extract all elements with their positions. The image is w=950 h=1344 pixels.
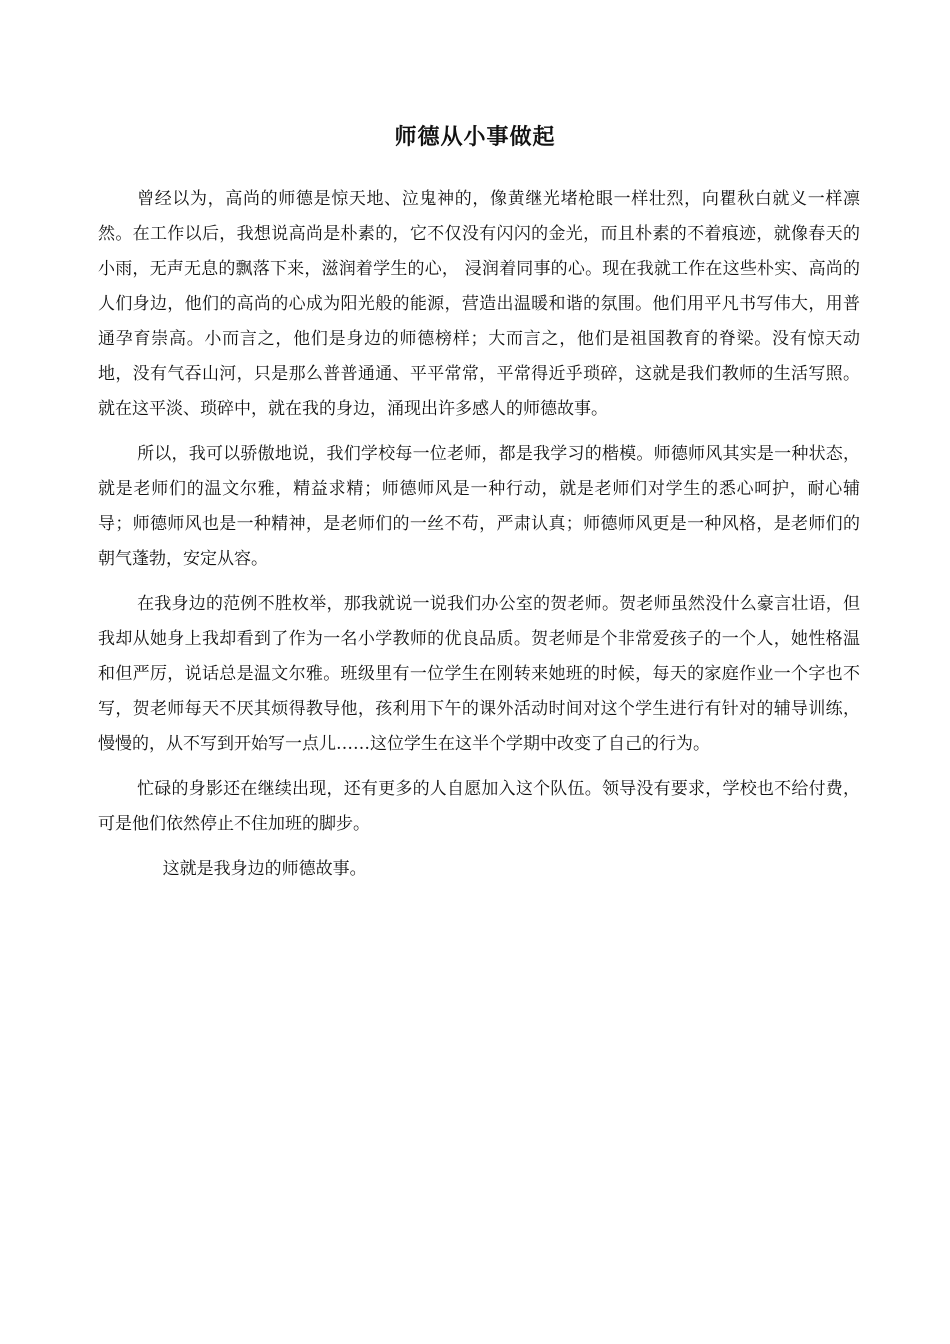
document-title: 师德从小事做起 [394, 125, 556, 150]
paragraph-4: 忙碌的身影还在继续出现，还有更多的人自愿加入这个队伍。领导没有要求，学校也不给付费，可是他们依然停止不住加班的脚步。 [98, 779, 860, 834]
paragraph-1: 曾经以为，高尚的师德是惊天地、泣鬼神的，像黄继光堵枪眼一样壮烈，向瞿秋白就义一样凛然。在工作以后，我想说高尚是朴素的，它不仅没有闪闪的金光，而且朴素的不着痕迹，就像春天的小雨，无声无息的飘落下来，滋润着学生的心， 浸润着同事的心。现在我就工作在这些朴实、高尚的人们身边，他们的高尚的心成为阳光般的能源，营造出温暖和谐的氛围。他们用平凡书写伟大，用普通孕育崇高。小而言之，他们是身边的师德榜样；大而言之，他们是祖国教育的脊梁。没有惊天动地，没有气吞山河，只是那么普普通通、平平常常，平常得近乎琐碎，这就是我们教师的生活写照。就在这平淡、琐碎中，就在我的身边，涌现出许多感人的师德故事。 [98, 189, 860, 419]
closing-line: 这就是我身边的师德故事。 [162, 859, 367, 879]
paragraph-2: 所以，我可以骄傲地说，我们学校每一位老师，都是我学习的楷模。师德师风其实是一种状态，就是老师们的温文尔雅，精益求精；师德师风是一种行动，就是老师们对学生的悉心呵护，耐心辅导；师德师风也是一种精神，是老师们的一丝不苟，严肃认真；师德师风更是一种风格，是老师们的朝气蓬勃，安定从容。 [98, 444, 860, 569]
document-body [98, 182, 860, 897]
paragraph-3: 在我身边的范例不胜枚举，那我就说一说我们办公室的贺老师。贺老师虽然没什么豪言壮语，但我却从她身上我却看到了作为一名小学教师的优良品质。贺老师是个非常爱孩子的一个人，她性格温和但严厉，说话总是温文尔雅。班级里有一位学生在刚转来她班的时候，每天的家庭作业一个字也不写，贺老师每天不厌其烦得教导他，孩利用下午的课外活动时间对这个学生进行有针对的辅导训练，慢慢的，从不写到开始写一点儿……这位学生在这半个学期中改变了自己的行为。 [98, 594, 860, 754]
